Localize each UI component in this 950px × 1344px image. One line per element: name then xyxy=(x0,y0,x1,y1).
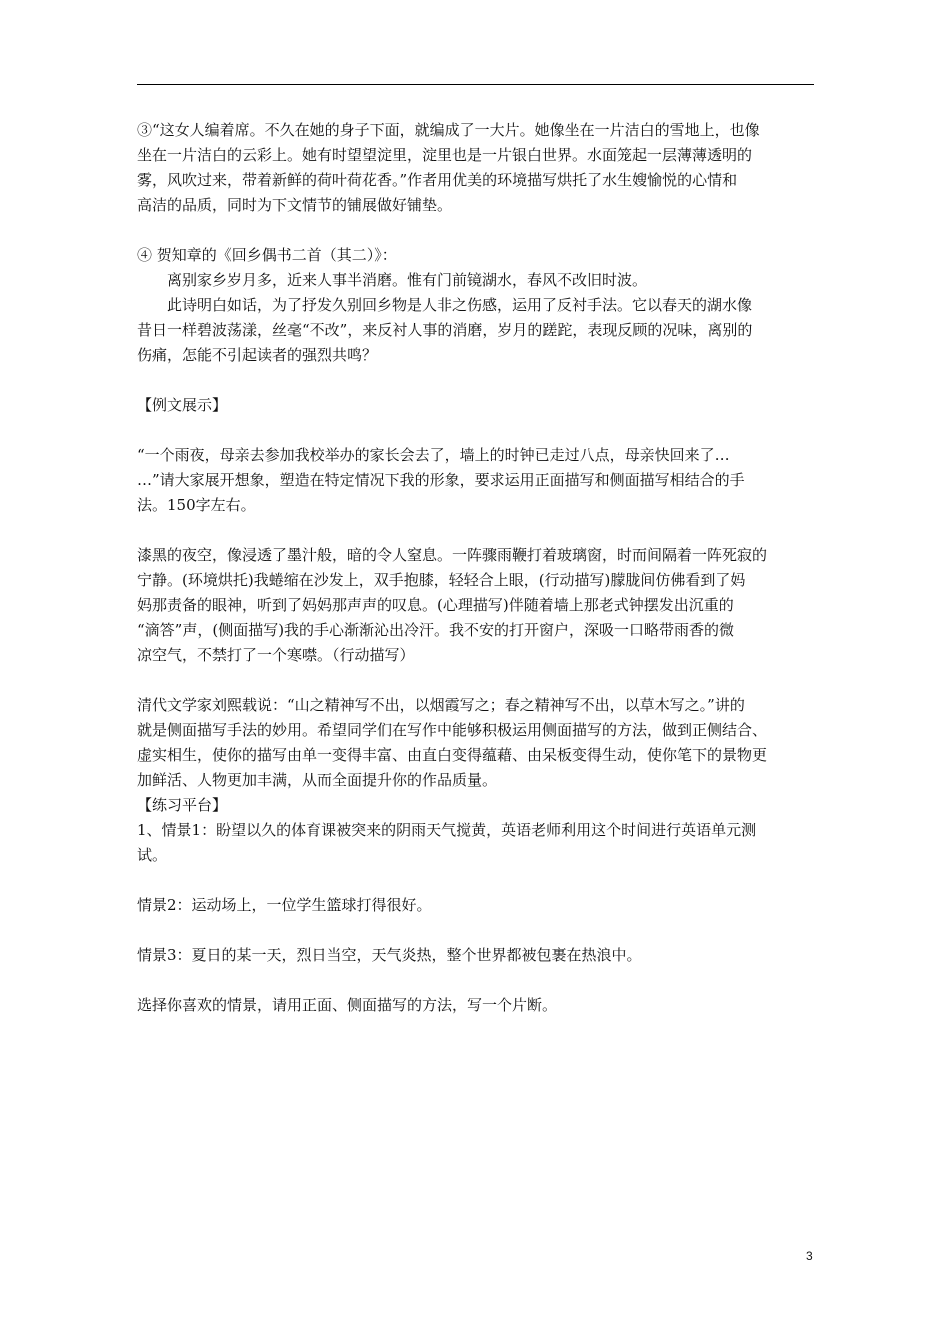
poem-title: ④ 贺知章的《回乡偶书二首（其二）》： xyxy=(137,246,397,264)
paragraph-line: 就是侧面描写手法的妙用。希望同学们在写作中能够积极运用侧面描写的方法，做到正侧结合、 xyxy=(137,721,768,739)
section-heading-example: 【例文展示】 xyxy=(137,396,228,414)
paragraph-line: 雾，风吹过来，带着新鲜的荷叶荷花香。”作者用优美的环境描写烘托了水生嫂愉悦的心情和 xyxy=(137,171,738,189)
paragraph-line: “一个雨夜，母亲去参加我校举办的家长会去了，墙上的时钟已走过八点，母亲快回来了… xyxy=(137,446,730,464)
paragraph-line: 高洁的品质，同时为下文情节的铺展做好铺垫。 xyxy=(137,196,453,214)
document-body xyxy=(137,118,817,1018)
scenario-3: 情景3：夏日的某一天，烈日当空，天气炎热，整个世界都被包裹在热浪中。 xyxy=(137,946,642,964)
paragraph-line: 坐在一片洁白的云彩上。她有时望望淀里，淀里也是一片银白世界。水面笼起一层薄薄透明的 xyxy=(137,146,753,164)
paragraph-line: 虚实相生，使你的描写由单一变得丰富、由直白变得蕴藉、由呆板变得生动，使你笔下的景物更 xyxy=(137,746,768,764)
paragraph-line: “滴答”声，(侧面描写)我的手心渐渐沁出冷汗。我不安的打开窗户，深吸一口略带雨香的微 xyxy=(137,621,735,639)
header-rule xyxy=(137,84,814,85)
paragraph-line: 清代文学家刘熙载说：“山之精神写不出，以烟霞写之；春之精神写不出，以草木写之。”讲的 xyxy=(137,696,745,714)
paragraph-line: 宁静。(环境烘托)我蜷缩在沙发上，双手抱膝，轻轻合上眼，(行动描写)朦胧间仿佛看到了妈 xyxy=(137,571,746,589)
paragraph-line: ③“这女人编着席。不久在她的身子下面，就编成了一大片。她像坐在一片洁白的雪地上，也像 xyxy=(137,121,760,139)
paragraph-line: 昔日一样碧波荡漾，丝毫“不改”，来反衬人事的消磨，岁月的蹉跎，表现反顾的况味，离别的 xyxy=(137,321,753,339)
paragraph-line: 伤痛，怎能不引起读者的强烈共鸣？ xyxy=(137,346,378,364)
paragraph-line: 此诗明白如话，为了抒发久别回乡物是人非之伤感，运用了反衬手法。它以春天的湖水像 xyxy=(167,296,753,314)
poem-text: 离别家乡岁月多，近来人事半消磨。惟有门前镜湖水，春风不改旧时波。 xyxy=(167,271,648,289)
paragraph-line: 加鲜活、人物更加丰满，从而全面提升你的作品质量。 xyxy=(137,771,498,789)
page-number: 3 xyxy=(806,1249,813,1263)
scenario-2: 情景2：运动场上，一位学生篮球打得很好。 xyxy=(137,896,432,914)
paragraph-line: 凉空气，不禁打了一个寒噤。（行动描写） xyxy=(137,646,415,664)
practice-instruction: 选择你喜欢的情景，请用正面、侧面描写的方法，写一个片断。 xyxy=(137,996,558,1014)
paragraph-line: 试。 xyxy=(137,846,168,864)
paragraph-line: 漆黑的夜空，像浸透了墨汁般，暗的令人窒息。一阵骤雨鞭打着玻璃窗，时而间隔着一阵死寂的 xyxy=(137,546,768,564)
paragraph-line: …”请大家展开想象，塑造在特定情况下我的形象，要求运用正面描写和侧面描写相结合的手 xyxy=(137,471,745,489)
paragraph-line: 妈那责备的眼神，听到了妈妈那声声的叹息。(心理描写)伴随着墙上那老式钟摆发出沉重的 xyxy=(137,596,734,614)
paragraph-line: 1、情景1：盼望以久的体育课被突来的阴雨天气搅黄，英语老师利用这个时间进行英语单元测 xyxy=(137,821,757,839)
section-heading-practice: 【练习平台】 xyxy=(137,796,228,814)
paragraph-line: 法。150字左右。 xyxy=(137,496,256,514)
